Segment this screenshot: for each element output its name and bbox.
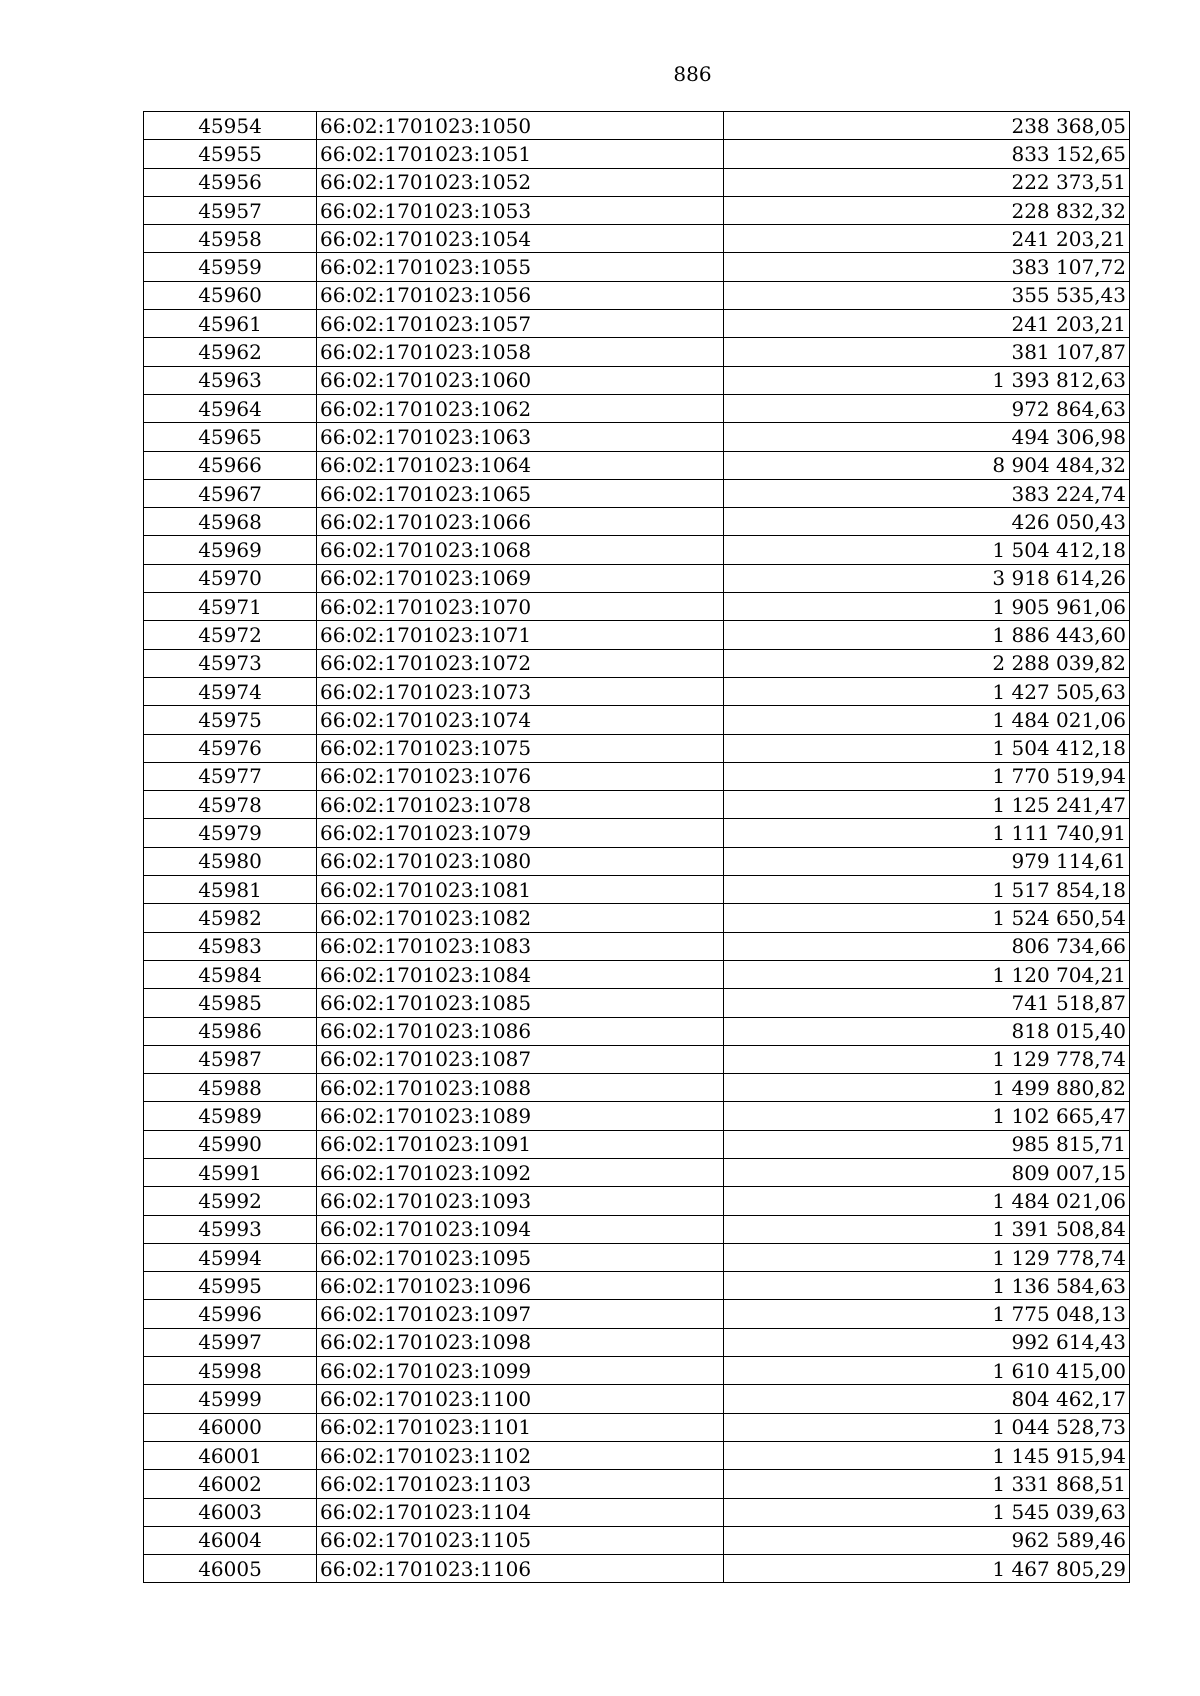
cadastral-number-cell: 66:02:1701023:1050 — [317, 112, 724, 140]
cadastral-value-cell: 962 589,46 — [724, 1526, 1130, 1554]
row-number-cell: 45959 — [144, 253, 317, 281]
cadastral-number-cell: 66:02:1701023:1101 — [317, 1413, 724, 1441]
row-number-cell: 45969 — [144, 536, 317, 564]
cadastral-value-cell: 1 484 021,06 — [724, 1187, 1130, 1215]
cadastral-number-cell: 66:02:1701023:1085 — [317, 989, 724, 1017]
cadastral-value-cell: 1 102 665,47 — [724, 1102, 1130, 1130]
cadastral-value-cell: 1 524 650,54 — [724, 904, 1130, 932]
cadastral-number-cell: 66:02:1701023:1091 — [317, 1130, 724, 1158]
table-row — [144, 989, 1130, 1017]
row-number-cell: 45990 — [144, 1130, 317, 1158]
table-row — [144, 1526, 1130, 1554]
cadastral-number-cell: 66:02:1701023:1105 — [317, 1526, 724, 1554]
row-number-cell: 45960 — [144, 281, 317, 309]
row-number-cell: 45994 — [144, 1243, 317, 1271]
row-number-cell: 45996 — [144, 1300, 317, 1328]
row-number-cell: 46002 — [144, 1470, 317, 1498]
cadastral-value-table — [143, 111, 1130, 1583]
row-number-cell: 45961 — [144, 310, 317, 338]
row-number-cell: 45956 — [144, 168, 317, 196]
cadastral-value-cell: 3 918 614,26 — [724, 564, 1130, 592]
cadastral-number-cell: 66:02:1701023:1078 — [317, 791, 724, 819]
cadastral-value-cell: 1 504 412,18 — [724, 734, 1130, 762]
table-row — [144, 140, 1130, 168]
cadastral-number-cell: 66:02:1701023:1065 — [317, 479, 724, 507]
cadastral-number-cell: 66:02:1701023:1073 — [317, 677, 724, 705]
cadastral-value-cell: 383 224,74 — [724, 479, 1130, 507]
cadastral-value-cell: 228 832,32 — [724, 196, 1130, 224]
cadastral-number-cell: 66:02:1701023:1063 — [317, 423, 724, 451]
table-row — [144, 1413, 1130, 1441]
cadastral-value-cell: 1 136 584,63 — [724, 1272, 1130, 1300]
row-number-cell: 45967 — [144, 479, 317, 507]
cadastral-value-cell: 355 535,43 — [724, 281, 1130, 309]
table-row — [144, 706, 1130, 734]
row-number-cell: 45962 — [144, 338, 317, 366]
row-number-cell: 45986 — [144, 1017, 317, 1045]
cadastral-value-cell: 383 107,72 — [724, 253, 1130, 281]
table-row — [144, 1215, 1130, 1243]
cadastral-number-cell: 66:02:1701023:1069 — [317, 564, 724, 592]
cadastral-number-cell: 66:02:1701023:1071 — [317, 621, 724, 649]
row-number-cell: 46005 — [144, 1555, 317, 1583]
table-row — [144, 649, 1130, 677]
table-row — [144, 1102, 1130, 1130]
cadastral-number-cell: 66:02:1701023:1094 — [317, 1215, 724, 1243]
cadastral-value-cell: 833 152,65 — [724, 140, 1130, 168]
cadastral-number-cell: 66:02:1701023:1072 — [317, 649, 724, 677]
table-row — [144, 168, 1130, 196]
row-number-cell: 45998 — [144, 1357, 317, 1385]
cadastral-value-cell: 806 734,66 — [724, 932, 1130, 960]
cadastral-value-cell: 1 770 519,94 — [724, 762, 1130, 790]
cadastral-value-cell: 1 129 778,74 — [724, 1045, 1130, 1073]
table-row — [144, 621, 1130, 649]
row-number-cell: 45989 — [144, 1102, 317, 1130]
row-number-cell: 45973 — [144, 649, 317, 677]
cadastral-number-cell: 66:02:1701023:1057 — [317, 310, 724, 338]
cadastral-value-cell: 1 129 778,74 — [724, 1243, 1130, 1271]
table-row — [144, 1300, 1130, 1328]
row-number-cell: 45992 — [144, 1187, 317, 1215]
row-number-cell: 45977 — [144, 762, 317, 790]
table-row — [144, 508, 1130, 536]
cadastral-value-cell: 1 545 039,63 — [724, 1498, 1130, 1526]
cadastral-value-cell: 818 015,40 — [724, 1017, 1130, 1045]
cadastral-number-cell: 66:02:1701023:1092 — [317, 1158, 724, 1186]
cadastral-value-cell: 1 905 961,06 — [724, 593, 1130, 621]
cadastral-number-cell: 66:02:1701023:1068 — [317, 536, 724, 564]
row-number-cell: 46001 — [144, 1441, 317, 1469]
table-row — [144, 1074, 1130, 1102]
table-row — [144, 1017, 1130, 1045]
table-row — [144, 451, 1130, 479]
cadastral-number-cell: 66:02:1701023:1100 — [317, 1385, 724, 1413]
row-number-cell: 45991 — [144, 1158, 317, 1186]
row-number-cell: 45980 — [144, 847, 317, 875]
table-row — [144, 1441, 1130, 1469]
table-row — [144, 1357, 1130, 1385]
row-number-cell: 45954 — [144, 112, 317, 140]
row-number-cell: 45955 — [144, 140, 317, 168]
cadastral-number-cell: 66:02:1701023:1082 — [317, 904, 724, 932]
cadastral-number-cell: 66:02:1701023:1081 — [317, 876, 724, 904]
cadastral-value-cell: 1 111 740,91 — [724, 819, 1130, 847]
row-number-cell: 45968 — [144, 508, 317, 536]
row-number-cell: 45970 — [144, 564, 317, 592]
row-number-cell: 45965 — [144, 423, 317, 451]
table-row — [144, 1272, 1130, 1300]
cadastral-number-cell: 66:02:1701023:1106 — [317, 1555, 724, 1583]
row-number-cell: 46000 — [144, 1413, 317, 1441]
cadastral-number-cell: 66:02:1701023:1054 — [317, 225, 724, 253]
row-number-cell: 45995 — [144, 1272, 317, 1300]
table-row — [144, 394, 1130, 422]
cadastral-value-cell: 494 306,98 — [724, 423, 1130, 451]
cadastral-number-cell: 66:02:1701023:1053 — [317, 196, 724, 224]
cadastral-number-cell: 66:02:1701023:1052 — [317, 168, 724, 196]
row-number-cell: 45984 — [144, 960, 317, 988]
cadastral-number-cell: 66:02:1701023:1079 — [317, 819, 724, 847]
table-row — [144, 536, 1130, 564]
cadastral-value-cell: 1 467 805,29 — [724, 1555, 1130, 1583]
table-row — [144, 1328, 1130, 1356]
cadastral-value-cell: 1 484 021,06 — [724, 706, 1130, 734]
cadastral-value-cell: 1 775 048,13 — [724, 1300, 1130, 1328]
cadastral-value-cell: 238 368,05 — [724, 112, 1130, 140]
row-number-cell: 46003 — [144, 1498, 317, 1526]
table-row — [144, 1158, 1130, 1186]
table-row — [144, 253, 1130, 281]
cadastral-value-cell: 1 610 415,00 — [724, 1357, 1130, 1385]
cadastral-value-cell: 1 331 868,51 — [724, 1470, 1130, 1498]
cadastral-value-cell: 972 864,63 — [724, 394, 1130, 422]
row-number-cell: 45978 — [144, 791, 317, 819]
table-row — [144, 1187, 1130, 1215]
cadastral-number-cell: 66:02:1701023:1104 — [317, 1498, 724, 1526]
table-row — [144, 904, 1130, 932]
cadastral-number-cell: 66:02:1701023:1055 — [317, 253, 724, 281]
cadastral-number-cell: 66:02:1701023:1074 — [317, 706, 724, 734]
table-row — [144, 593, 1130, 621]
cadastral-number-cell: 66:02:1701023:1098 — [317, 1328, 724, 1356]
table-row — [144, 1555, 1130, 1583]
cadastral-value-cell: 8 904 484,32 — [724, 451, 1130, 479]
table-row — [144, 847, 1130, 875]
row-number-cell: 45985 — [144, 989, 317, 1017]
cadastral-value-cell: 1 044 528,73 — [724, 1413, 1130, 1441]
cadastral-value-cell: 1 125 241,47 — [724, 791, 1130, 819]
table-row — [144, 1130, 1130, 1158]
row-number-cell: 46004 — [144, 1526, 317, 1554]
table-row — [144, 1498, 1130, 1526]
cadastral-number-cell: 66:02:1701023:1103 — [317, 1470, 724, 1498]
row-number-cell: 45971 — [144, 593, 317, 621]
cadastral-value-cell: 1 504 412,18 — [724, 536, 1130, 564]
row-number-cell: 45972 — [144, 621, 317, 649]
table-row — [144, 1470, 1130, 1498]
cadastral-value-cell: 979 114,61 — [724, 847, 1130, 875]
cadastral-value-cell: 1 120 704,21 — [724, 960, 1130, 988]
cadastral-number-cell: 66:02:1701023:1087 — [317, 1045, 724, 1073]
table-row — [144, 1243, 1130, 1271]
table-row — [144, 1385, 1130, 1413]
row-number-cell: 45999 — [144, 1385, 317, 1413]
row-number-cell: 45997 — [144, 1328, 317, 1356]
cadastral-value-cell: 1 499 880,82 — [724, 1074, 1130, 1102]
cadastral-number-cell: 66:02:1701023:1099 — [317, 1357, 724, 1385]
table-row — [144, 564, 1130, 592]
cadastral-value-cell: 809 007,15 — [724, 1158, 1130, 1186]
row-number-cell: 45987 — [144, 1045, 317, 1073]
cadastral-number-cell: 66:02:1701023:1083 — [317, 932, 724, 960]
row-number-cell: 45982 — [144, 904, 317, 932]
cadastral-number-cell: 66:02:1701023:1056 — [317, 281, 724, 309]
table-row — [144, 112, 1130, 140]
cadastral-value-cell: 992 614,43 — [724, 1328, 1130, 1356]
table-row — [144, 819, 1130, 847]
row-number-cell: 45979 — [144, 819, 317, 847]
table-row — [144, 338, 1130, 366]
cadastral-number-cell: 66:02:1701023:1075 — [317, 734, 724, 762]
table-row — [144, 310, 1130, 338]
cadastral-number-cell: 66:02:1701023:1058 — [317, 338, 724, 366]
row-number-cell: 45976 — [144, 734, 317, 762]
cadastral-number-cell: 66:02:1701023:1088 — [317, 1074, 724, 1102]
cadastral-value-cell: 804 462,17 — [724, 1385, 1130, 1413]
table-row — [144, 960, 1130, 988]
table-row — [144, 791, 1130, 819]
cadastral-value-cell: 241 203,21 — [724, 225, 1130, 253]
table-row — [144, 876, 1130, 904]
cadastral-number-cell: 66:02:1701023:1060 — [317, 366, 724, 394]
table-row — [144, 762, 1130, 790]
cadastral-number-cell: 66:02:1701023:1095 — [317, 1243, 724, 1271]
cadastral-value-cell: 2 288 039,82 — [724, 649, 1130, 677]
row-number-cell: 45966 — [144, 451, 317, 479]
cadastral-number-cell: 66:02:1701023:1070 — [317, 593, 724, 621]
cadastral-number-cell: 66:02:1701023:1062 — [317, 394, 724, 422]
table-body — [144, 112, 1130, 1583]
table-row — [144, 734, 1130, 762]
cadastral-value-cell: 381 107,87 — [724, 338, 1130, 366]
table-row — [144, 281, 1130, 309]
cadastral-number-cell: 66:02:1701023:1051 — [317, 140, 724, 168]
page-number: 886 — [673, 62, 712, 86]
cadastral-value-cell: 1 145 915,94 — [724, 1441, 1130, 1469]
cadastral-number-cell: 66:02:1701023:1066 — [317, 508, 724, 536]
cadastral-number-cell: 66:02:1701023:1089 — [317, 1102, 724, 1130]
cadastral-value-cell: 426 050,43 — [724, 508, 1130, 536]
table-row — [144, 479, 1130, 507]
cadastral-value-cell: 1 517 854,18 — [724, 876, 1130, 904]
cadastral-number-cell: 66:02:1701023:1084 — [317, 960, 724, 988]
row-number-cell: 45957 — [144, 196, 317, 224]
table-row — [144, 423, 1130, 451]
cadastral-value-cell: 1 886 443,60 — [724, 621, 1130, 649]
row-number-cell: 45988 — [144, 1074, 317, 1102]
cadastral-number-cell: 66:02:1701023:1097 — [317, 1300, 724, 1328]
row-number-cell: 45983 — [144, 932, 317, 960]
row-number-cell: 45963 — [144, 366, 317, 394]
table-row — [144, 932, 1130, 960]
cadastral-value-cell: 241 203,21 — [724, 310, 1130, 338]
cadastral-number-cell: 66:02:1701023:1064 — [317, 451, 724, 479]
table-row — [144, 366, 1130, 394]
row-number-cell: 45958 — [144, 225, 317, 253]
cadastral-value-cell: 222 373,51 — [724, 168, 1130, 196]
table-row — [144, 677, 1130, 705]
table-row — [144, 225, 1130, 253]
cadastral-number-cell: 66:02:1701023:1076 — [317, 762, 724, 790]
cadastral-number-cell: 66:02:1701023:1096 — [317, 1272, 724, 1300]
cadastral-number-cell: 66:02:1701023:1093 — [317, 1187, 724, 1215]
cadastral-value-cell: 741 518,87 — [724, 989, 1130, 1017]
cadastral-number-cell: 66:02:1701023:1080 — [317, 847, 724, 875]
cadastral-value-cell: 1 393 812,63 — [724, 366, 1130, 394]
cadastral-number-cell: 66:02:1701023:1086 — [317, 1017, 724, 1045]
cadastral-value-cell: 1 391 508,84 — [724, 1215, 1130, 1243]
cadastral-number-cell: 66:02:1701023:1102 — [317, 1441, 724, 1469]
table-row — [144, 196, 1130, 224]
row-number-cell: 45993 — [144, 1215, 317, 1243]
row-number-cell: 45981 — [144, 876, 317, 904]
row-number-cell: 45974 — [144, 677, 317, 705]
row-number-cell: 45964 — [144, 394, 317, 422]
cadastral-value-cell: 1 427 505,63 — [724, 677, 1130, 705]
table-row — [144, 1045, 1130, 1073]
cadastral-value-cell: 985 815,71 — [724, 1130, 1130, 1158]
row-number-cell: 45975 — [144, 706, 317, 734]
